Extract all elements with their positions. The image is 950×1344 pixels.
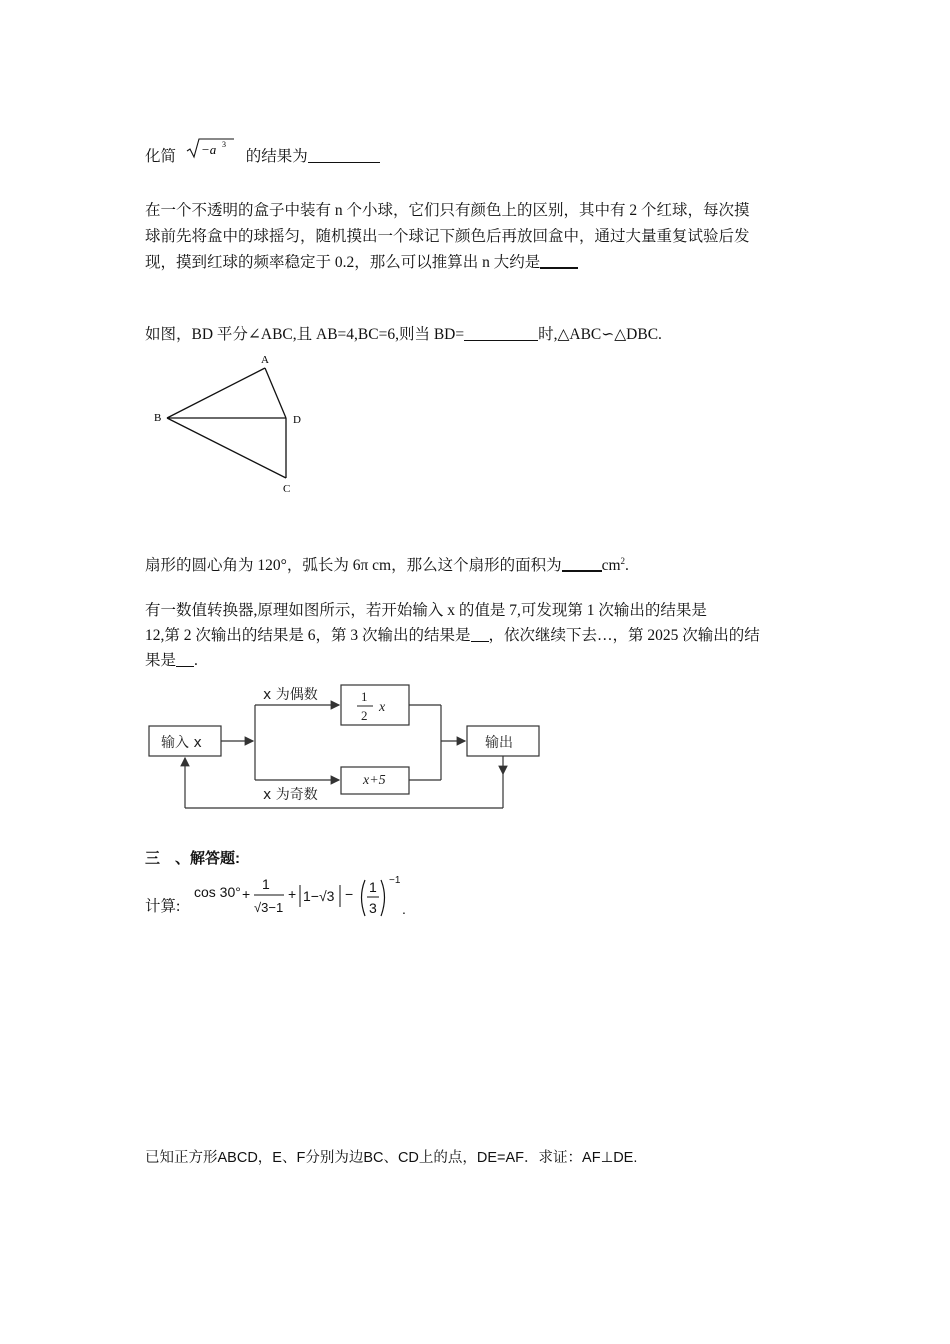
radicand: −a bbox=[200, 142, 217, 157]
exponent: −1 bbox=[389, 875, 401, 886]
svg-text:+: + bbox=[242, 886, 251, 902]
q4-unit: cm bbox=[601, 557, 621, 575]
odd-label: x 为奇数 bbox=[263, 787, 318, 803]
paren-num: 1 bbox=[369, 879, 377, 895]
answer-blank bbox=[471, 625, 489, 642]
q7-text: 已知正方形ABCD，E、F分别为边BC、CD上的点，DE=AF．求证：AF⊥DE. bbox=[145, 1150, 638, 1166]
label-c: C bbox=[283, 483, 291, 495]
answer-blank bbox=[308, 146, 380, 163]
q4-end: . bbox=[625, 557, 629, 575]
q2-line-1: 在一个不透明的盒子中装有 n 个小球，它们只有颜色上的区别，其中有 2 个红球，每次摸 bbox=[145, 202, 750, 219]
q4-unit-sup: 2 bbox=[620, 556, 626, 566]
q3-text bbox=[145, 323, 662, 347]
input-label: 输入 x bbox=[161, 735, 202, 751]
half-den: 2 bbox=[361, 708, 368, 723]
output-label: 输出 bbox=[485, 735, 513, 751]
q5-line-2b: ，依次继续下去…，第 2025 次输出的结 bbox=[488, 627, 760, 644]
q5-line-2 bbox=[145, 624, 760, 648]
q4-text-a: 扇形的圆心角为 120°，弧长为 6π cm，那么这个扇形的面积为 bbox=[145, 557, 562, 575]
half-var: x bbox=[379, 700, 386, 715]
q2-line-3 bbox=[145, 251, 578, 275]
radicand-exponent: 3 bbox=[221, 140, 226, 149]
q3-text-b: 时,△ABC∽△DBC. bbox=[538, 326, 662, 343]
radical-expression bbox=[184, 137, 236, 163]
q5-line-2a: 12,第 2 次输出的结果是 6，第 3 次输出的结果是 bbox=[145, 627, 471, 644]
q1-suffix: 的结果为 bbox=[245, 148, 308, 165]
calc-expression bbox=[190, 870, 420, 926]
frac-den: √3−1 bbox=[254, 900, 284, 915]
answer-blank bbox=[540, 251, 578, 269]
q3-text-a: 如图，BD 平分∠ABC,且 AB=4,BC=6,则当 BD= bbox=[145, 326, 465, 343]
label-a: A bbox=[261, 354, 269, 366]
svg-text:+: + bbox=[288, 886, 297, 902]
flowchart bbox=[145, 680, 545, 815]
cos-term: cos 30° bbox=[194, 884, 241, 900]
q2-line-2: 球前先将盒中的球摇匀，随机摸出一个球记下颜色后再放回盒中，通过大量重复试验后发 bbox=[145, 228, 750, 245]
question-simplify bbox=[145, 137, 380, 169]
q5-line-3 bbox=[145, 649, 198, 673]
svg-text:−: − bbox=[345, 886, 354, 902]
section-heading: 三 、解答题: bbox=[145, 850, 240, 867]
even-label: x 为偶数 bbox=[263, 687, 318, 703]
q5-line-1: 有一数值转换器,原理如图所示，若开始输入 x 的值是 7,可发现第 1 次输出的结果是 bbox=[145, 602, 707, 619]
half-box bbox=[341, 685, 409, 725]
q1-prefix: 化简 bbox=[145, 148, 177, 165]
plus5-label: x+5 bbox=[363, 773, 386, 788]
answer-blank bbox=[464, 324, 538, 341]
triangle-figure bbox=[145, 352, 315, 497]
frac-num: 1 bbox=[262, 876, 270, 892]
half-num: 1 bbox=[361, 689, 368, 704]
q5-line-3b: . bbox=[194, 652, 198, 669]
label-b: B bbox=[154, 412, 162, 424]
q6-prefix: 计算: bbox=[145, 898, 181, 915]
answer-blank bbox=[176, 650, 194, 667]
label-d: D bbox=[293, 414, 301, 426]
answer-blank bbox=[562, 554, 602, 572]
paren-den: 3 bbox=[369, 900, 377, 916]
q4-text bbox=[145, 549, 629, 578]
q2-line-3-text: 现，摸到红球的频率稳定于 0.2，那么可以推算出 n 大约是 bbox=[145, 254, 541, 271]
abs-term: 1−√3 bbox=[303, 888, 335, 904]
q6-end: . bbox=[402, 901, 406, 917]
q5-line-3a: 果是 bbox=[145, 652, 177, 669]
